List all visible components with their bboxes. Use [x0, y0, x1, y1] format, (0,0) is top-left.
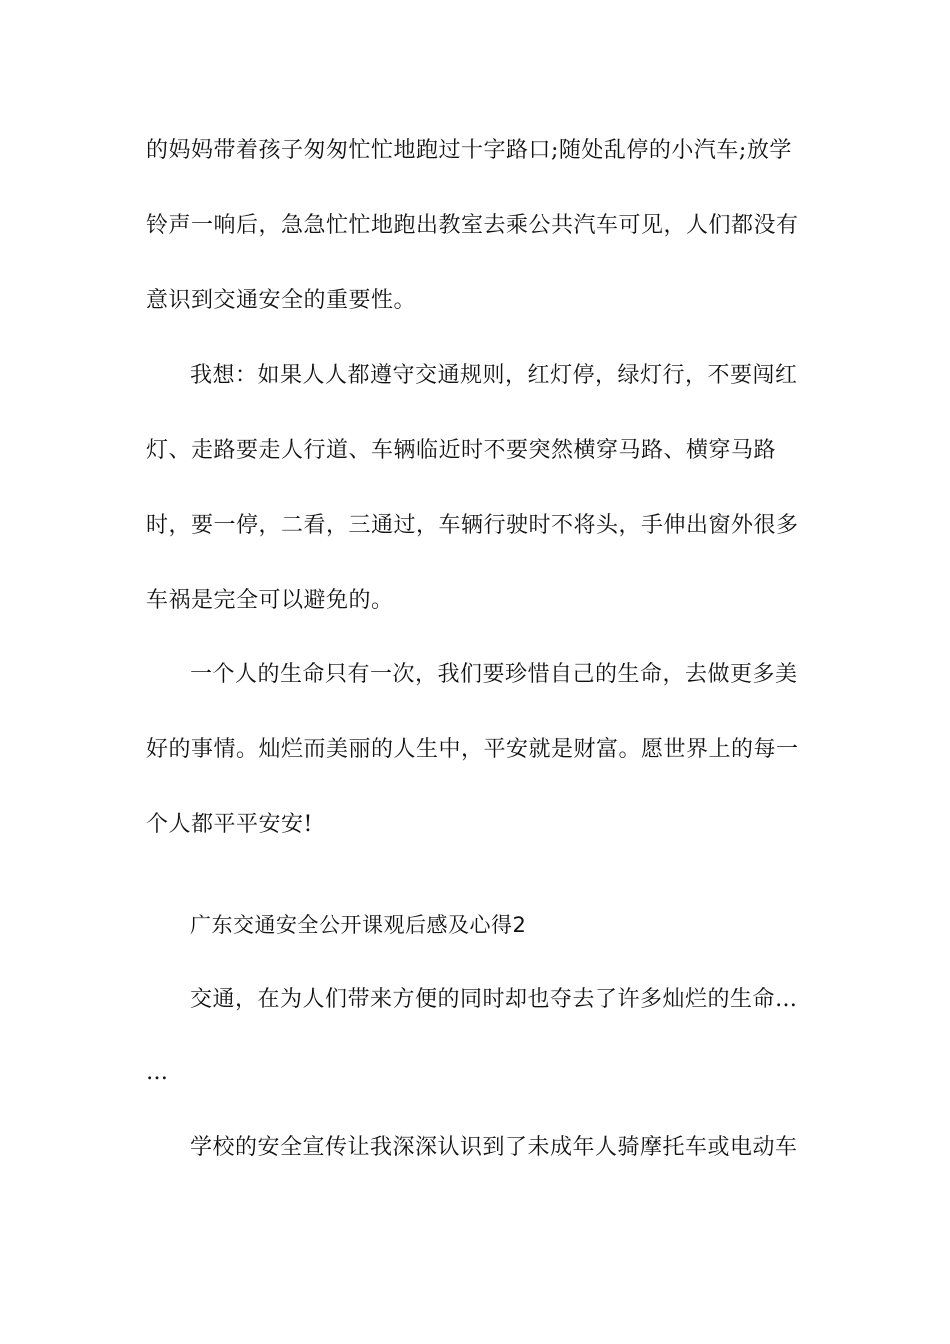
- section-paragraph-1-line-1: 交通，在为人们带来方便的同时却也夺去了许多灿烂的生命…: [190, 987, 798, 1012]
- section-paragraph-1-line-2: …: [146, 1060, 169, 1085]
- paragraph-2-line-4: 车祸是完全可以避免的。: [146, 588, 394, 613]
- section-title: 广东交通安全公开课观后感及心得2: [190, 913, 527, 937]
- paragraph-2-line-2: 灯、走路要走人行道、车辆临近时不要突然横穿马路、横穿马路: [146, 438, 777, 463]
- paragraph-3-line-3: 个人都平平安安!: [146, 812, 313, 837]
- paragraph-1-line-1: 的妈妈带着孩子匆匆忙忙地跑过十字路口;随处乱停的小汽车;放学: [146, 138, 792, 163]
- paragraph-3-line-2: 好的事情。灿烂而美丽的人生中，平安就是财富。愿世界上的每一: [146, 737, 799, 762]
- paragraph-1-line-2: 铃声一响后，急急忙忙地跑出教室去乘公共汽车可见，人们都没有: [146, 213, 799, 238]
- section-paragraph-2-line-1: 学校的安全宣传让我深深认识到了未成年人骑摩托车或电动车: [190, 1135, 798, 1160]
- paragraph-1-line-3: 意识到交通安全的重要性。: [146, 288, 417, 313]
- paragraph-2-line-3: 时，要一停，二看，三通过，车辆行驶时不将头，手伸出窗外很多: [146, 513, 799, 538]
- paragraph-2-line-1: 我想：如果人人都遵守交通规则，红灯停，绿灯行，不要闯红: [190, 363, 798, 388]
- paragraph-3-line-1: 一个人的生命只有一次，我们要珍惜自己的生命，去做更多美: [190, 662, 798, 687]
